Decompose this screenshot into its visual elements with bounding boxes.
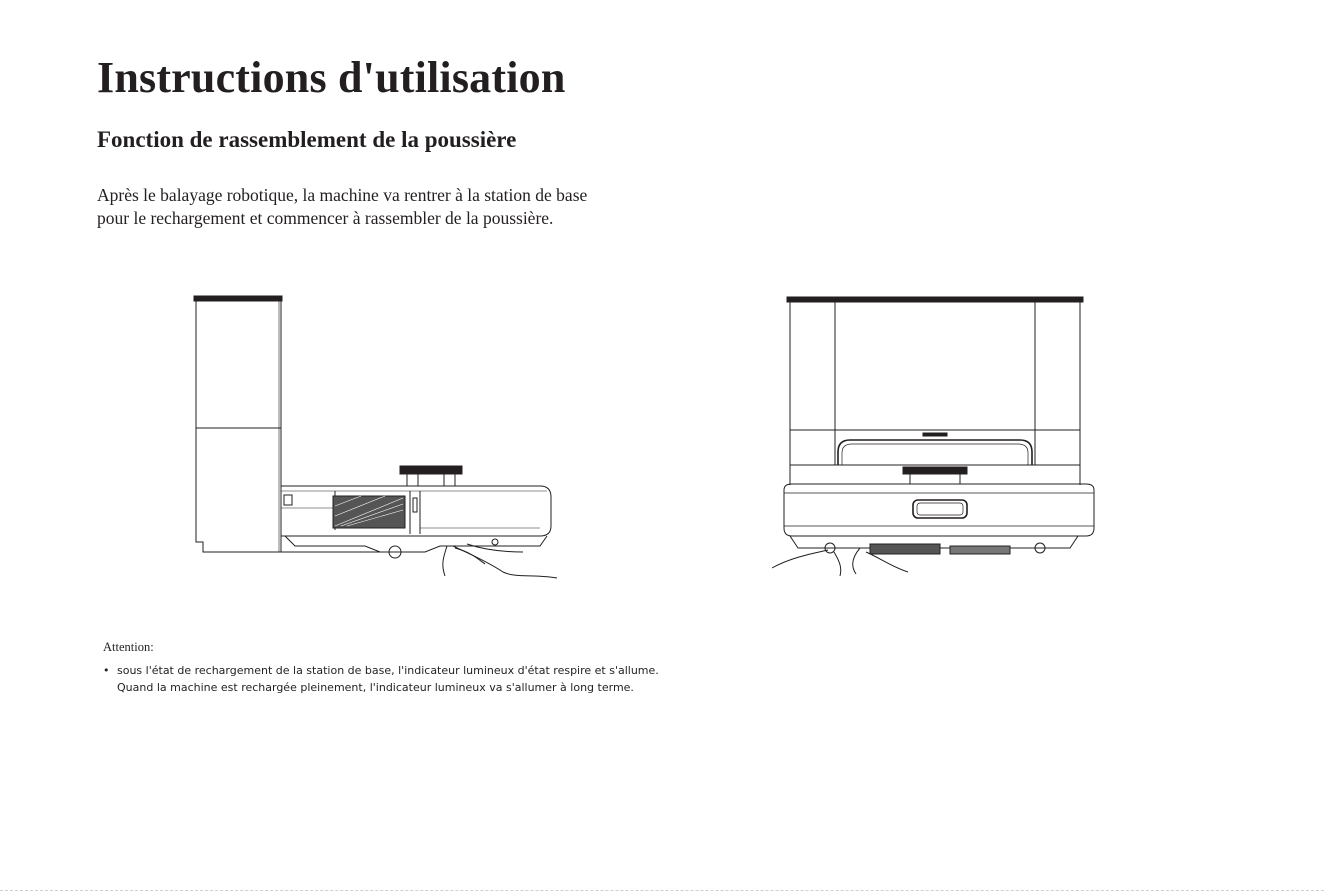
attention-note-line-1: sous l'état de rechargement de la station de base, l'indicateur lumineux d'état respire et s'allume.	[117, 664, 659, 677]
intro-line-1: Après le balayage robotique, la machine va rentrer à la station de base	[97, 185, 588, 205]
robot-lidar-top	[903, 467, 967, 474]
intro-paragraph	[97, 184, 717, 230]
attention-notes	[103, 662, 737, 696]
robot-docked-side-view-illustration	[185, 290, 585, 580]
page-bottom-rule	[0, 890, 1324, 891]
attention-note	[103, 662, 737, 696]
station-tower	[196, 301, 281, 552]
station-body	[790, 302, 1080, 485]
page-title: Instructions d'utilisation	[97, 53, 566, 102]
station-lid	[787, 297, 1083, 302]
attention-label: Attention:	[103, 640, 154, 654]
section-title: Fonction de rassemblement de la poussière	[97, 127, 517, 152]
attention-note-line-2: Quand la machine est rechargée pleinement, l'indicateur lumineux va s'allumer à long terme.	[117, 681, 634, 694]
robot-body	[281, 486, 551, 536]
robot-body	[784, 484, 1094, 536]
robot-docked-front-view-illustration	[770, 290, 1100, 580]
intro-line-2: pour le rechargement et commencer à rassembler de la poussière.	[97, 208, 554, 228]
bullet-icon: •	[103, 664, 110, 677]
station-lid	[194, 296, 282, 301]
robot-lidar-top	[400, 466, 462, 474]
